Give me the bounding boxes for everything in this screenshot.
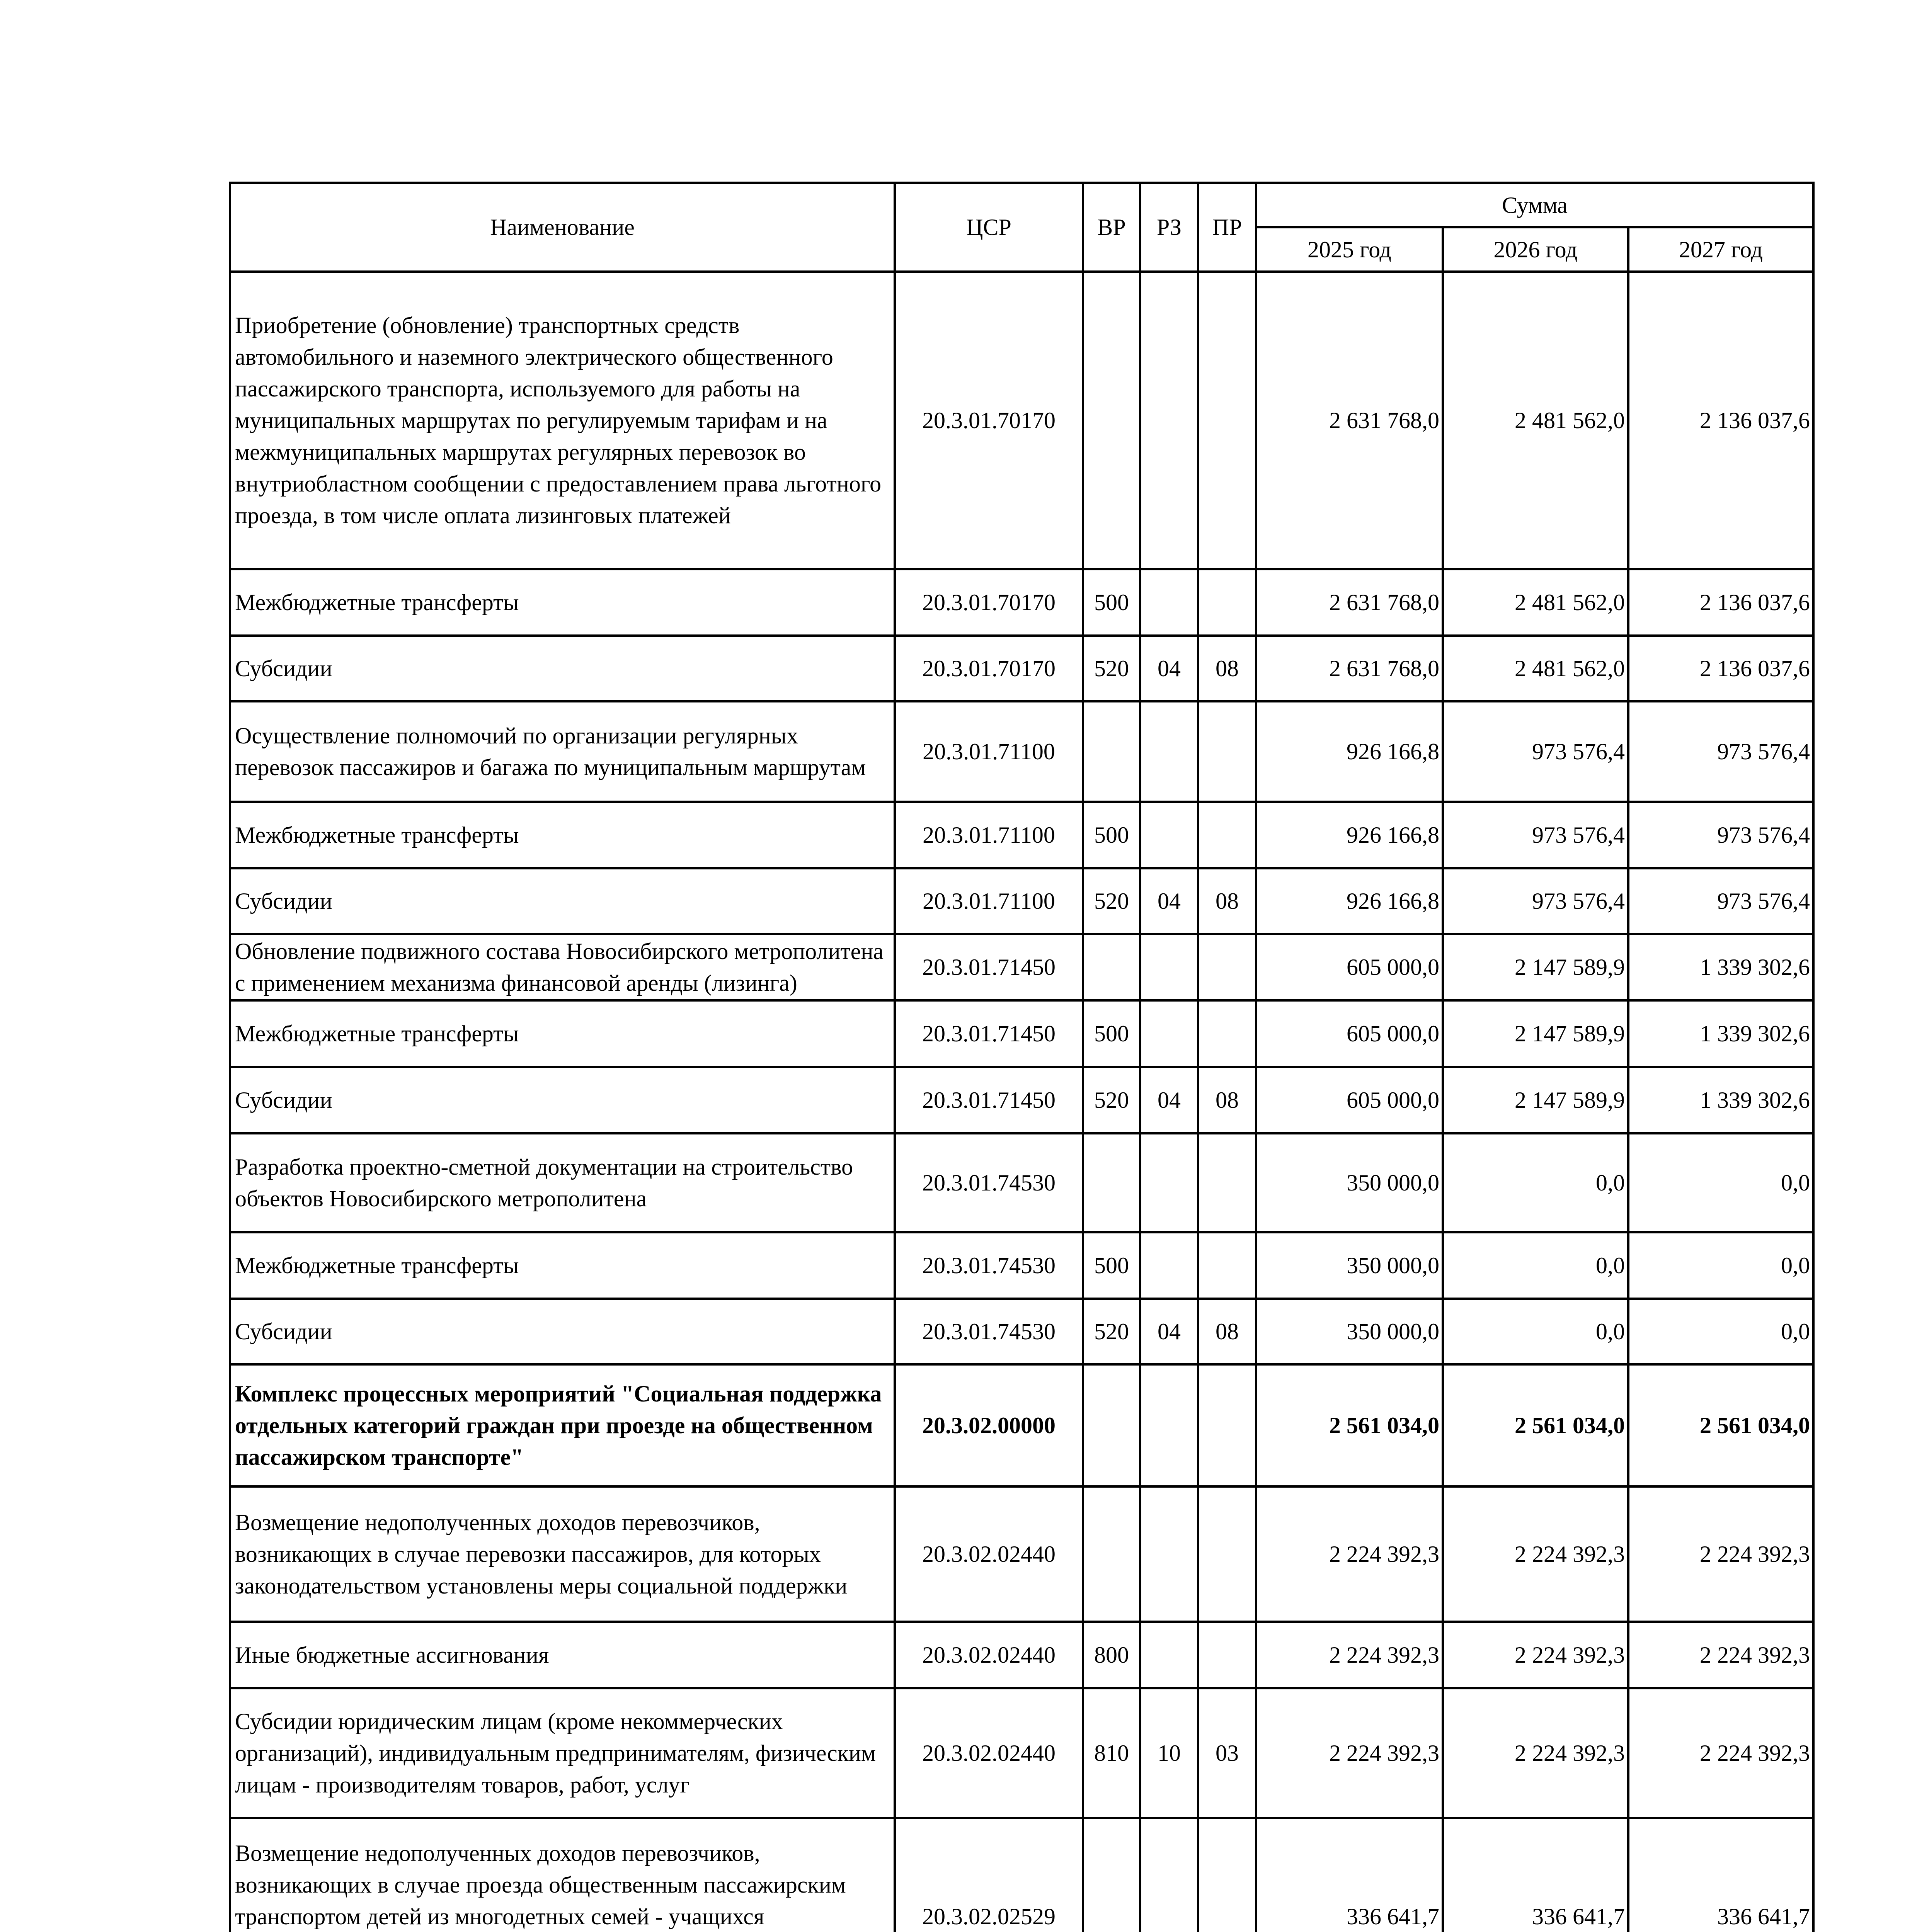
cell-csr: 20.3.02.02440 bbox=[895, 1688, 1083, 1818]
cell-csr: 20.3.01.70170 bbox=[895, 636, 1083, 701]
cell-vr bbox=[1083, 701, 1140, 802]
cell-csr: 20.3.02.02440 bbox=[895, 1486, 1083, 1622]
table-row bbox=[230, 802, 1813, 868]
cell-pr bbox=[1198, 802, 1256, 868]
table-row bbox=[230, 1364, 1813, 1486]
cell-2025: 350 000,0 bbox=[1256, 1133, 1443, 1232]
budget-table bbox=[229, 182, 1815, 1932]
cell-name: Субсидии bbox=[230, 636, 895, 701]
cell-name: Приобретение (обновление) транспортных средств автомобильного и наземного электрического общественного пассажирского транспорта, используемого для работы на муниципальных маршрутах по регулируемым тарифам и на межмуниципальных маршрутах регулярных перевозок во внутриобластном сообщении с предоставлением права льготного проезда, в том числе оплата лизинговых платежей bbox=[230, 272, 895, 569]
cell-pr bbox=[1198, 272, 1256, 569]
cell-csr: 20.3.01.71450 bbox=[895, 934, 1083, 1000]
cell-2025: 2 561 034,0 bbox=[1256, 1364, 1443, 1486]
cell-name: Комплекс процессных мероприятий "Социальная поддержка отдельных категорий граждан при проезде на общественном пассажирском транспорте" bbox=[230, 1364, 895, 1486]
cell-csr: 20.3.01.70170 bbox=[895, 272, 1083, 569]
cell-vr: 520 bbox=[1083, 1299, 1140, 1364]
cell-2027: 973 576,4 bbox=[1628, 701, 1813, 802]
cell-vr: 520 bbox=[1083, 636, 1140, 701]
cell-name: Субсидии юридическим лицам (кроме некоммерческих организаций), индивидуальным предпринимателям, физическим лицам - производителям товаров, работ, услуг bbox=[230, 1688, 895, 1818]
cell-name: Межбюджетные трансферты bbox=[230, 1000, 895, 1067]
cell-csr: 20.3.01.71100 bbox=[895, 802, 1083, 868]
cell-pr bbox=[1198, 1232, 1256, 1299]
cell-vr: 500 bbox=[1083, 802, 1140, 868]
cell-2026: 2 224 392,3 bbox=[1443, 1622, 1628, 1688]
cell-2025: 926 166,8 bbox=[1256, 868, 1443, 934]
cell-pr bbox=[1198, 1818, 1256, 1932]
cell-2026: 2 224 392,3 bbox=[1443, 1486, 1628, 1622]
cell-2026: 2 147 589,9 bbox=[1443, 934, 1628, 1000]
cell-rz bbox=[1140, 1818, 1198, 1932]
cell-2027: 1 339 302,6 bbox=[1628, 1000, 1813, 1067]
cell-2027: 1 339 302,6 bbox=[1628, 1067, 1813, 1133]
table-row bbox=[230, 272, 1813, 569]
cell-rz: 10 bbox=[1140, 1688, 1198, 1818]
cell-pr bbox=[1198, 1000, 1256, 1067]
table-row bbox=[230, 1486, 1813, 1622]
cell-2027: 973 576,4 bbox=[1628, 868, 1813, 934]
cell-2026: 973 576,4 bbox=[1443, 701, 1628, 802]
cell-rz bbox=[1140, 1622, 1198, 1688]
cell-vr: 500 bbox=[1083, 1000, 1140, 1067]
cell-name: Разработка проектно-сметной документации на строительство объектов Новосибирского метрополитена bbox=[230, 1133, 895, 1232]
cell-pr bbox=[1198, 1486, 1256, 1622]
cell-rz bbox=[1140, 701, 1198, 802]
cell-vr bbox=[1083, 1133, 1140, 1232]
cell-pr: 08 bbox=[1198, 868, 1256, 934]
cell-csr: 20.3.01.70170 bbox=[895, 569, 1083, 636]
cell-name: Возмещение недополученных доходов перевозчиков, возникающих в случае перевозки пассажиров, для которых законодательством установлены меры социальной поддержки bbox=[230, 1486, 895, 1622]
cell-csr: 20.3.02.02440 bbox=[895, 1622, 1083, 1688]
cell-2026: 0,0 bbox=[1443, 1299, 1628, 1364]
cell-2027: 0,0 bbox=[1628, 1232, 1813, 1299]
table-row bbox=[230, 1818, 1813, 1932]
cell-2025: 605 000,0 bbox=[1256, 934, 1443, 1000]
table-row bbox=[230, 934, 1813, 1000]
header-year-2027: 2027 год bbox=[1628, 227, 1813, 272]
table-row bbox=[230, 701, 1813, 802]
cell-2026: 0,0 bbox=[1443, 1232, 1628, 1299]
cell-2025: 2 631 768,0 bbox=[1256, 272, 1443, 569]
cell-rz bbox=[1140, 1232, 1198, 1299]
cell-2026: 2 224 392,3 bbox=[1443, 1688, 1628, 1818]
table-row bbox=[230, 1000, 1813, 1067]
cell-name: Субсидии bbox=[230, 1299, 895, 1364]
cell-rz bbox=[1140, 272, 1198, 569]
cell-2026: 0,0 bbox=[1443, 1133, 1628, 1232]
cell-pr: 08 bbox=[1198, 636, 1256, 701]
cell-name: Обновление подвижного состава Новосибирского метрополитена с применением механизма финансовой аренды (лизинга) bbox=[230, 934, 895, 1000]
cell-2027: 2 224 392,3 bbox=[1628, 1688, 1813, 1818]
header-pr: ПР bbox=[1198, 183, 1256, 272]
table-row bbox=[230, 569, 1813, 636]
cell-vr bbox=[1083, 1364, 1140, 1486]
cell-rz bbox=[1140, 1133, 1198, 1232]
cell-pr bbox=[1198, 1622, 1256, 1688]
cell-csr: 20.3.01.74530 bbox=[895, 1299, 1083, 1364]
cell-vr: 810 bbox=[1083, 1688, 1140, 1818]
cell-2026: 336 641,7 bbox=[1443, 1818, 1628, 1932]
cell-2025: 350 000,0 bbox=[1256, 1232, 1443, 1299]
cell-name: Субсидии bbox=[230, 1067, 895, 1133]
cell-vr bbox=[1083, 1818, 1140, 1932]
cell-rz: 04 bbox=[1140, 1067, 1198, 1133]
cell-2027: 1 339 302,6 bbox=[1628, 934, 1813, 1000]
cell-rz bbox=[1140, 1486, 1198, 1622]
header-name: Наименование bbox=[230, 183, 895, 272]
cell-2025: 926 166,8 bbox=[1256, 802, 1443, 868]
cell-vr: 520 bbox=[1083, 1067, 1140, 1133]
cell-pr bbox=[1198, 1133, 1256, 1232]
cell-name: Иные бюджетные ассигнования bbox=[230, 1622, 895, 1688]
cell-2027: 2 224 392,3 bbox=[1628, 1486, 1813, 1622]
cell-2025: 605 000,0 bbox=[1256, 1000, 1443, 1067]
cell-2025: 2 631 768,0 bbox=[1256, 569, 1443, 636]
cell-2025: 336 641,7 bbox=[1256, 1818, 1443, 1932]
cell-name: Межбюджетные трансферты bbox=[230, 1232, 895, 1299]
cell-2025: 2 631 768,0 bbox=[1256, 636, 1443, 701]
cell-rz: 04 bbox=[1140, 1299, 1198, 1364]
table-row bbox=[230, 868, 1813, 934]
cell-2027: 2 224 392,3 bbox=[1628, 1622, 1813, 1688]
cell-name: Субсидии bbox=[230, 868, 895, 934]
cell-vr: 520 bbox=[1083, 868, 1140, 934]
cell-csr: 20.3.01.74530 bbox=[895, 1232, 1083, 1299]
cell-csr: 20.3.02.00000 bbox=[895, 1364, 1083, 1486]
cell-2025: 605 000,0 bbox=[1256, 1067, 1443, 1133]
cell-csr: 20.3.01.74530 bbox=[895, 1133, 1083, 1232]
cell-pr bbox=[1198, 934, 1256, 1000]
cell-name: Осуществление полномочий по организации регулярных перевозок пассажиров и багажа по муниципальным маршрутам bbox=[230, 701, 895, 802]
table-row bbox=[230, 1299, 1813, 1364]
cell-2026: 2 147 589,9 bbox=[1443, 1000, 1628, 1067]
cell-vr bbox=[1083, 934, 1140, 1000]
cell-2027: 0,0 bbox=[1628, 1299, 1813, 1364]
table-row bbox=[230, 636, 1813, 701]
cell-rz bbox=[1140, 569, 1198, 636]
cell-csr: 20.3.01.71450 bbox=[895, 1000, 1083, 1067]
cell-name: Межбюджетные трансферты bbox=[230, 569, 895, 636]
cell-rz: 04 bbox=[1140, 636, 1198, 701]
cell-2027: 973 576,4 bbox=[1628, 802, 1813, 868]
cell-2027: 2 136 037,6 bbox=[1628, 636, 1813, 701]
cell-vr bbox=[1083, 1486, 1140, 1622]
cell-2026: 973 576,4 bbox=[1443, 868, 1628, 934]
cell-rz: 04 bbox=[1140, 868, 1198, 934]
cell-2025: 350 000,0 bbox=[1256, 1299, 1443, 1364]
cell-2025: 2 224 392,3 bbox=[1256, 1622, 1443, 1688]
cell-pr: 03 bbox=[1198, 1688, 1256, 1818]
cell-2027: 2 136 037,6 bbox=[1628, 272, 1813, 569]
table-row bbox=[230, 1067, 1813, 1133]
cell-rz bbox=[1140, 1364, 1198, 1486]
cell-2027: 2 561 034,0 bbox=[1628, 1364, 1813, 1486]
cell-pr: 08 bbox=[1198, 1299, 1256, 1364]
cell-pr bbox=[1198, 569, 1256, 636]
cell-2027: 2 136 037,6 bbox=[1628, 569, 1813, 636]
cell-rz bbox=[1140, 1000, 1198, 1067]
cell-csr: 20.3.01.71100 bbox=[895, 701, 1083, 802]
cell-pr bbox=[1198, 1364, 1256, 1486]
cell-csr: 20.3.01.71450 bbox=[895, 1067, 1083, 1133]
cell-pr bbox=[1198, 701, 1256, 802]
header-year-2026: 2026 год bbox=[1443, 227, 1628, 272]
header-vr: ВР bbox=[1083, 183, 1140, 272]
cell-pr: 08 bbox=[1198, 1067, 1256, 1133]
table-body bbox=[230, 272, 1813, 1932]
cell-name: Возмещение недополученных доходов перевозчиков, возникающих в случае проезда общественным пассажирским транспортом детей из многодетных семей - учащихся bbox=[230, 1818, 895, 1932]
cell-vr: 500 bbox=[1083, 1232, 1140, 1299]
cell-csr: 20.3.02.02529 bbox=[895, 1818, 1083, 1932]
cell-2026: 2 481 562,0 bbox=[1443, 636, 1628, 701]
table-row bbox=[230, 1622, 1813, 1688]
header-csr: ЦСР bbox=[895, 183, 1083, 272]
cell-vr: 800 bbox=[1083, 1622, 1140, 1688]
cell-vr: 500 bbox=[1083, 569, 1140, 636]
cell-rz bbox=[1140, 802, 1198, 868]
header-year-2025: 2025 год bbox=[1256, 227, 1443, 272]
cell-2025: 2 224 392,3 bbox=[1256, 1688, 1443, 1818]
table-row bbox=[230, 1232, 1813, 1299]
cell-rz bbox=[1140, 934, 1198, 1000]
table-row bbox=[230, 1133, 1813, 1232]
cell-2027: 0,0 bbox=[1628, 1133, 1813, 1232]
cell-vr bbox=[1083, 272, 1140, 569]
header-rz: РЗ bbox=[1140, 183, 1198, 272]
cell-2026: 2 481 562,0 bbox=[1443, 272, 1628, 569]
cell-2026: 2 147 589,9 bbox=[1443, 1067, 1628, 1133]
cell-2026: 2 481 562,0 bbox=[1443, 569, 1628, 636]
cell-2026: 2 561 034,0 bbox=[1443, 1364, 1628, 1486]
cell-name: Межбюджетные трансферты bbox=[230, 802, 895, 868]
cell-2025: 926 166,8 bbox=[1256, 701, 1443, 802]
cell-2027: 336 641,7 bbox=[1628, 1818, 1813, 1932]
cell-2026: 973 576,4 bbox=[1443, 802, 1628, 868]
table-row bbox=[230, 1688, 1813, 1818]
cell-2025: 2 224 392,3 bbox=[1256, 1486, 1443, 1622]
header-sum: Сумма bbox=[1256, 183, 1813, 227]
cell-csr: 20.3.01.71100 bbox=[895, 868, 1083, 934]
